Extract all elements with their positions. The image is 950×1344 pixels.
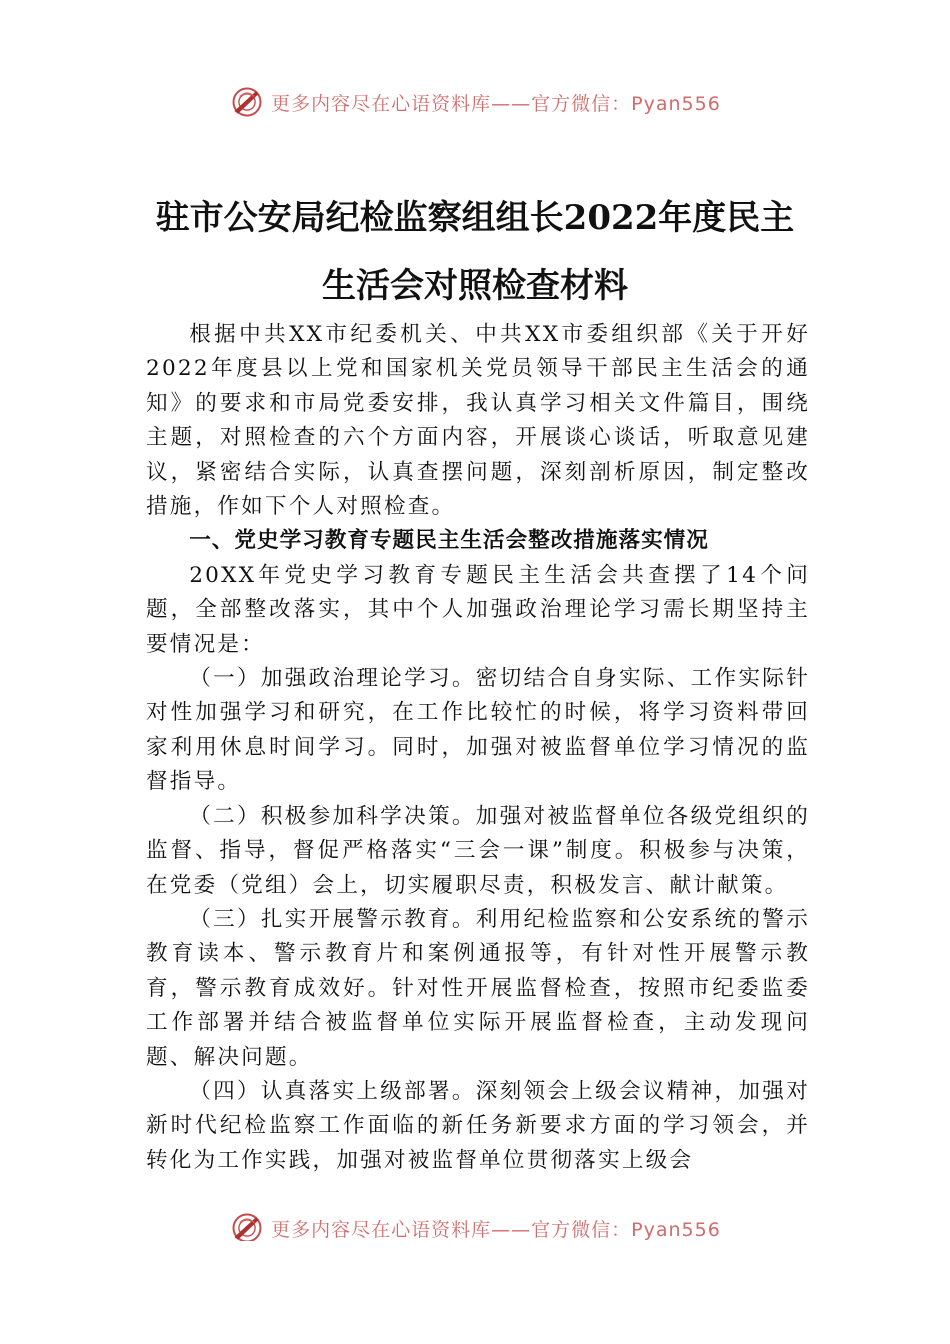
footer-watermark — [0, 1207, 950, 1241]
section-summary: 20XX年党史学习教育专题民主生活会共查摆了14个问题，全部整改落实，其中个人加强政治理论学习需长期坚持主要情况是： — [146, 562, 810, 657]
item-body: 加强对被监督单位各级党组织的监督、指导，督促严格落实“三会一课”制度。积极参与决策，在党委（党组）会上，切实履职尽责，积极发言、献计献策。 — [146, 803, 810, 898]
document-body — [146, 318, 810, 1178]
list-item — [146, 800, 810, 903]
item-body: 利用纪检监察和公安系统的警示教育读本、警示教育片和案例通报等，有针对性开展警示教育，警示教育成效好。针对性开展监督检查，按照市纪委监委工作部署并结合被监督单位实际开展监督检查，主动发现问题、解决问题。 — [146, 906, 810, 1070]
document-title-line2: 生活会对照检查材料 — [322, 266, 628, 306]
header-watermark — [0, 84, 950, 120]
logo-icon — [229, 84, 265, 120]
intro-paragraph: 根据中共XX市纪委机关、中共XX市委组织部《关于开好2022年度县以上党和国家机关党员领导干部民主生活会的通知》的要求和市局党委安排，我认真学习相关文件篇目，围绕主题，对照检查的六个方面内容，开展谈心谈话，听取意见建议，紧密结合实际，认真查摆问题，深刻剖析原因，制定整改措施，作如下个人对照检查。 — [146, 322, 810, 520]
document-title-line1: 驻市公安局纪检监察组组长2022年度民主 — [155, 198, 795, 238]
watermark-text: 更多内容尽在心语资料库——官方微信：Pyan556 — [271, 1218, 721, 1241]
item-heading: （三）扎实开展警示教育。 — [189, 906, 476, 932]
watermark-text: 更多内容尽在心语资料库——官方微信：Pyan556 — [271, 92, 721, 115]
item-heading: （一）加强政治理论学习。 — [189, 666, 476, 692]
item-heading: （四）认真落实上级部署。 — [189, 1078, 476, 1104]
section-heading: 一、党史学习教育专题民主生活会整改措施落实情况 — [189, 528, 709, 554]
list-item — [146, 1075, 810, 1178]
item-body: 密切结合自身实际、工作实际针对性加强学习和研究，在工作比较忙的时候，将学习资料带回家利用休息时间学习。同时，加强对被监督单位学习情况的监督指导。 — [146, 666, 810, 795]
list-item — [146, 903, 810, 1075]
item-body: 深刻领会上级会议精神，加强对新时代纪检监察工作面临的新任务新要求方面的学习领会，并转化为工作实践，加强对被监督单位贯彻落实上级会 — [146, 1078, 810, 1173]
item-heading: （二）积极参加科学决策。 — [189, 803, 476, 829]
list-item — [146, 662, 810, 800]
logo-icon — [229, 1210, 265, 1241]
